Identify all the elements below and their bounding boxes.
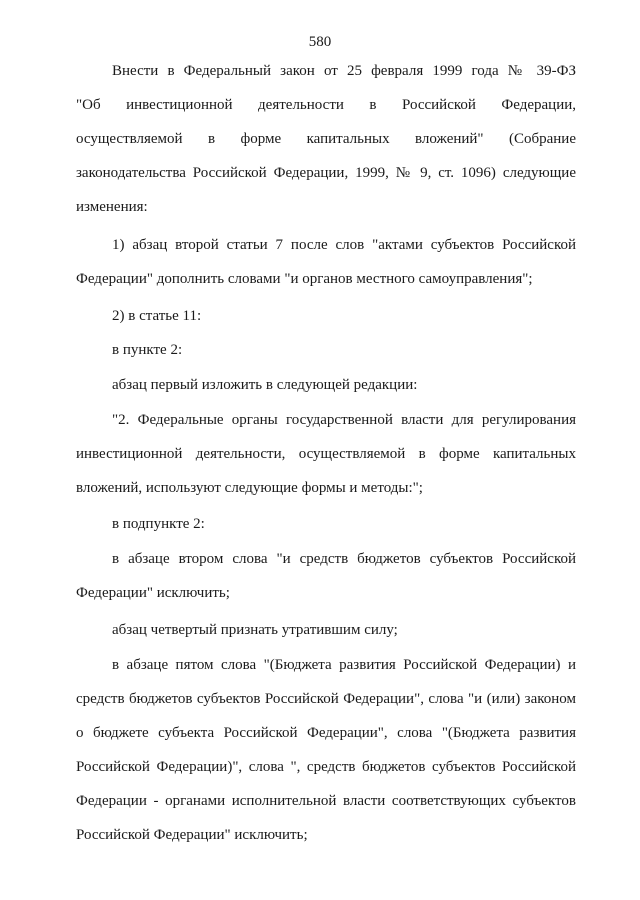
- text-line-8: 2) в статье 11:: [112, 308, 202, 324]
- text-line-20: о бюджете субъекта Российской Федерации", слова "(Бюджета развития: [76, 725, 576, 741]
- text-line-22: Федерации - органами исполнительной власти соответствующих субъектов: [76, 793, 576, 809]
- text-line-2: "Об инвестиционной деятельности в Российской Федерации,: [76, 97, 576, 113]
- text-line-16: Федерации" исключить;: [76, 585, 230, 601]
- text-line-1: Внести в Федеральный закон от 25 февраля 1999 года № 39-ФЗ: [112, 63, 576, 79]
- text-line-18: в абзаце пятом слова "(Бюджета развития Российской Федерации) и: [112, 657, 576, 673]
- text-line-3: осуществляемой в форме капитальных вложений" (Собрание: [76, 131, 576, 147]
- text-line-6: 1) абзац второй статьи 7 после слов "актами субъектов Российской: [112, 237, 576, 253]
- text-line-23: Российской Федерации" исключить;: [76, 827, 308, 843]
- text-line-11: "2. Федеральные органы государственной власти для регулирования: [112, 412, 576, 428]
- text-line-15: в абзаце втором слова "и средств бюджетов субъектов Российской: [112, 551, 576, 567]
- text-line-14: в подпункте 2:: [112, 516, 205, 532]
- text-line-12: инвестиционной деятельности, осуществляемой в форме капитальных: [76, 446, 576, 462]
- text-line-9: в пункте 2:: [112, 342, 183, 358]
- text-line-7: Федерации" дополнить словами "и органов местного самоуправления";: [76, 271, 533, 287]
- text-line-17: абзац четвертый признать утратившим силу;: [112, 622, 398, 638]
- text-line-13: вложений, используют следующие формы и методы:";: [76, 480, 423, 496]
- page-number: 580: [308, 34, 332, 50]
- text-line-5: изменения:: [76, 199, 148, 215]
- text-line-10: абзац первый изложить в следующей редакции:: [112, 377, 418, 393]
- text-line-21: Российской Федерации)", слова ", средств бюджетов субъектов Российской: [76, 759, 576, 775]
- text-line-4: законодательства Российской Федерации, 1999, № 9, ст. 1096) следующие: [76, 165, 576, 181]
- text-line-19: средств бюджетов субъектов Российской Федерации", слова "и (или) законом: [76, 691, 576, 707]
